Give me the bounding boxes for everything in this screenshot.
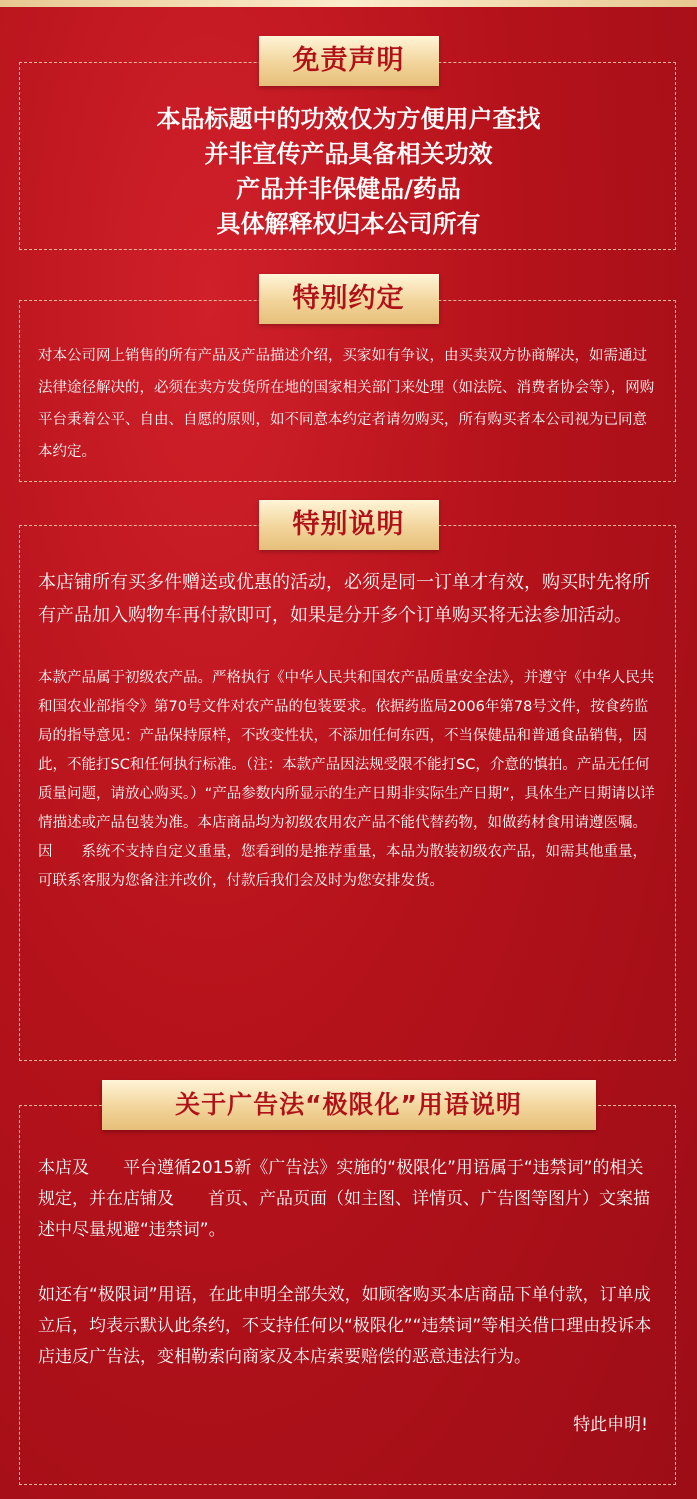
signoff-text: 特此申明! [573,1415,648,1435]
notes-paragraph-1: 本店铺所有买多件赠送或优惠的活动，必须是同一订单才有效，购买时先将所有产品加入购物车再付款即可，如果是分开多个订单购买将无法参加活动。 [38,572,650,626]
disclaimer-line: 并非宣传产品具备相关功效 [204,140,493,168]
top-gold-line [0,0,697,7]
disclaimer-title: 免责声明 [259,36,439,86]
ad-law-paragraph-2: 如还有“极限词”用语，在此申明全部失效，如顾客购买本店商品下单付款，订单成立后，均表示默认此条约，不支持任何以“极限化”“违禁词”等相关借口理由投诉本店违反广告法，变相勒索向商家及本店索要赔偿的恶意违法行为。 [38,1285,652,1367]
notes-title: 特别说明 [259,500,439,550]
disclaimer-line: 本品标题中的功效仅为方便用户查找 [156,105,541,133]
notes-paragraph-2: 本款产品属于初级农产品。严格执行《中华人民共和国农产品质量安全法》，并遵守《中华人民共和国农业部指令》第70号文件对农产品的包装要求。依据药监局2006年第78号文件，按食药监局的指导意见：产品保持原样，不改变性状，不添加任何东西，不当保健品和普通食品销售，因此，不能打SC和任何执行标准。（注：本款产品因法规受限不能打SC，介意的慎拍。产品无任何质量问题，请放心购买。）“产品参数内所显示的生产日期非实际生产日期”，具体生产日期请以详情描述或产品包装为准。本店商品均为初级农用农产品不能代替药物，如做药材食用请遵医嘱。因 系统不支持自定义重量，您看到的是推荐重量，本品为散装初级农产品，如需其他重量，可联系客服为您备注并改价，付款后我们会及时为您安排发货。 [38,670,655,889]
disclaimer-lines [0,102,697,242]
ad-law-title: 关于广告法“极限化”用语说明 [102,1080,596,1130]
ad-law-paragraph-1: 本店及 平台遵循2015新《广告法》实施的“极限化”用语属于“违禁词”的相关规定，并在店铺及 首页、产品页面（如主图、详情页、广告图等图片）文案描述中尽量规避“违禁词”。 [38,1158,650,1240]
agreement-text: 对本公司网上销售的所有产品及产品描述介绍，买家如有争议，由买卖双方协商解决，如需通过法律途径解决的，必须在卖方发货所在地的国家相关部门来处理（如法院、消费者协会等），网购平台秉着公平、自由、自愿的原则，如不同意本约定者请勿购买，所有购买者本公司视为已同意本约定。 [38,348,655,460]
agreement-title: 特别约定 [259,274,439,324]
disclaimer-line: 产品并非保健品/药品 [236,175,461,203]
disclaimer-line: 具体解释权归本公司所有 [216,210,481,238]
